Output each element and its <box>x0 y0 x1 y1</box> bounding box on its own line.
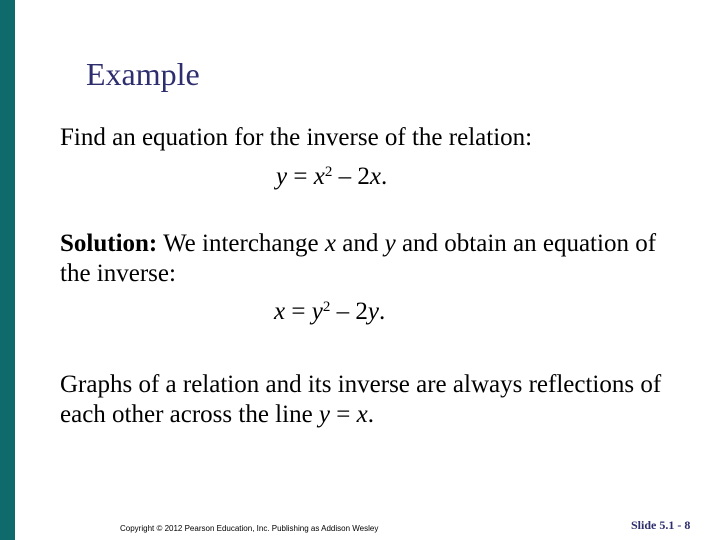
copyright-footer: Copyright © 2012 Pearson Education, Inc. Publishing as Addison Wesley <box>120 524 379 533</box>
eq2-var: y <box>367 298 379 325</box>
solution-y: y <box>384 230 396 257</box>
eq2-rest: – 2 <box>330 298 368 325</box>
solution-text2: and <box>335 230 385 257</box>
eq1-lhs: y <box>276 163 288 190</box>
eq2-op: = <box>285 298 312 325</box>
eq2-exponent: 2 <box>322 298 331 315</box>
solution-paragraph <box>60 229 670 289</box>
graphs-text1: Graphs of a relation and its inverse are always reflections of each other across the line <box>60 371 662 428</box>
graphs-x: x <box>356 401 368 428</box>
eq1-var: x <box>369 163 381 190</box>
eq1-op: = <box>287 163 314 190</box>
solution-label: Solution: <box>60 230 158 257</box>
eq1-rest: – 2 <box>332 163 370 190</box>
problem-statement: Find an equation for the inverse of the relation: <box>60 124 533 151</box>
graphs-eq: = <box>330 401 357 428</box>
solution-text3: and obtain an equation of the inverse: <box>60 230 657 287</box>
eq2-end: . <box>378 298 386 325</box>
eq2-lhs: x <box>274 298 286 325</box>
slide-number: Slide 5.1 - 8 <box>631 518 691 532</box>
inverse-equation <box>274 298 385 326</box>
slide-left-bar <box>0 0 15 540</box>
eq1-base: x <box>313 163 325 190</box>
eq2-base: y <box>311 298 323 325</box>
slide-title: Example <box>86 56 200 92</box>
relation-equation <box>276 163 387 191</box>
solution-x: x <box>324 230 336 257</box>
graphs-paragraph <box>60 370 690 430</box>
solution-text1: We interchange <box>157 230 325 257</box>
graphs-y: y <box>318 401 331 428</box>
eq1-exponent: 2 <box>324 163 333 180</box>
graphs-end: . <box>367 401 374 428</box>
eq1-end: . <box>380 163 388 190</box>
